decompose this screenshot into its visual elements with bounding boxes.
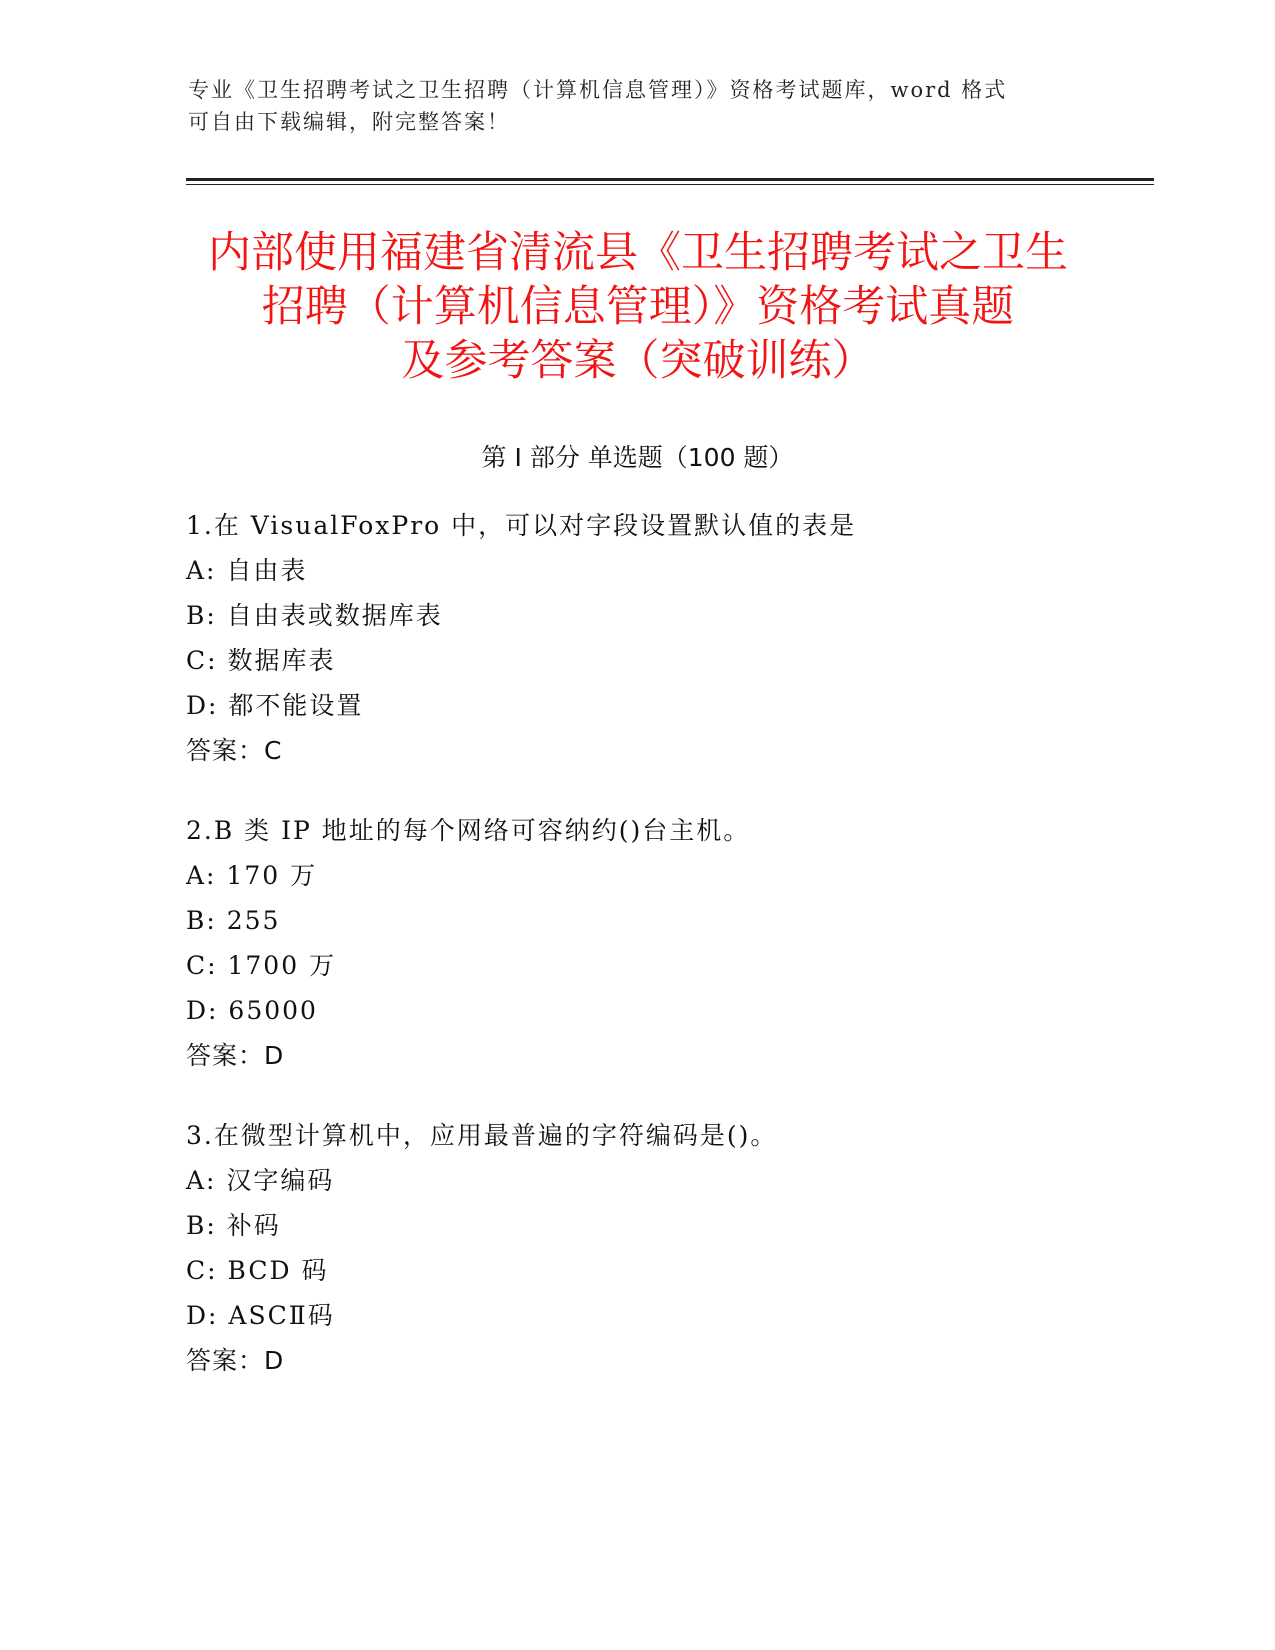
option-d: D: 65000 bbox=[186, 996, 318, 1025]
option-c: C: BCD 码 bbox=[186, 1256, 329, 1285]
answer: 答案：D bbox=[186, 1041, 285, 1070]
question-1 bbox=[186, 503, 1166, 773]
header-divider-thick bbox=[186, 178, 1154, 181]
option-b: B: 255 bbox=[186, 906, 281, 935]
document-header-note bbox=[188, 74, 1068, 138]
question-stem: 1.在 VisualFoxPro 中，可以对字段设置默认值的表是 bbox=[186, 511, 857, 540]
answer: 答案：C bbox=[186, 736, 283, 765]
title-line-1: 内部使用福建省清流县《卫生招聘考试之卫生 bbox=[208, 228, 1068, 278]
option-d: D: ASCⅡ码 bbox=[186, 1301, 335, 1330]
question-stem: 3.在微型计算机中，应用最普遍的字符编码是()。 bbox=[186, 1121, 778, 1150]
option-a: A: 汉字编码 bbox=[186, 1166, 335, 1195]
option-c: C: 数据库表 bbox=[186, 646, 336, 675]
question-2 bbox=[186, 808, 1166, 1078]
option-a: A: 170 万 bbox=[186, 861, 318, 890]
option-a: A: 自由表 bbox=[186, 556, 308, 585]
answer: 答案：D bbox=[186, 1346, 285, 1375]
title-line-3: 及参考答案（突破训练） bbox=[401, 336, 875, 386]
option-b: B: 补码 bbox=[186, 1211, 281, 1240]
document-title bbox=[180, 226, 1096, 388]
option-c: C: 1700 万 bbox=[186, 951, 337, 980]
option-d: D: 都不能设置 bbox=[186, 691, 364, 720]
header-divider-thin bbox=[186, 184, 1154, 185]
header-note-line-1: 专业《卫生招聘考试之卫生招聘（计算机信息管理）》资格考试题库，word 格式 bbox=[188, 78, 1008, 102]
question-stem: 2.B 类 IP 地址的每个网络可容纳约()台主机。 bbox=[186, 816, 751, 845]
header-note-line-2: 可自由下载编辑，附完整答案！ bbox=[188, 110, 510, 134]
question-3 bbox=[186, 1113, 1166, 1383]
section-heading: 第 I 部分 单选题（100 题） bbox=[481, 443, 794, 472]
title-line-2: 招聘（计算机信息管理）》资格考试真题 bbox=[261, 282, 1015, 332]
option-b: B: 自由表或数据库表 bbox=[186, 601, 443, 630]
